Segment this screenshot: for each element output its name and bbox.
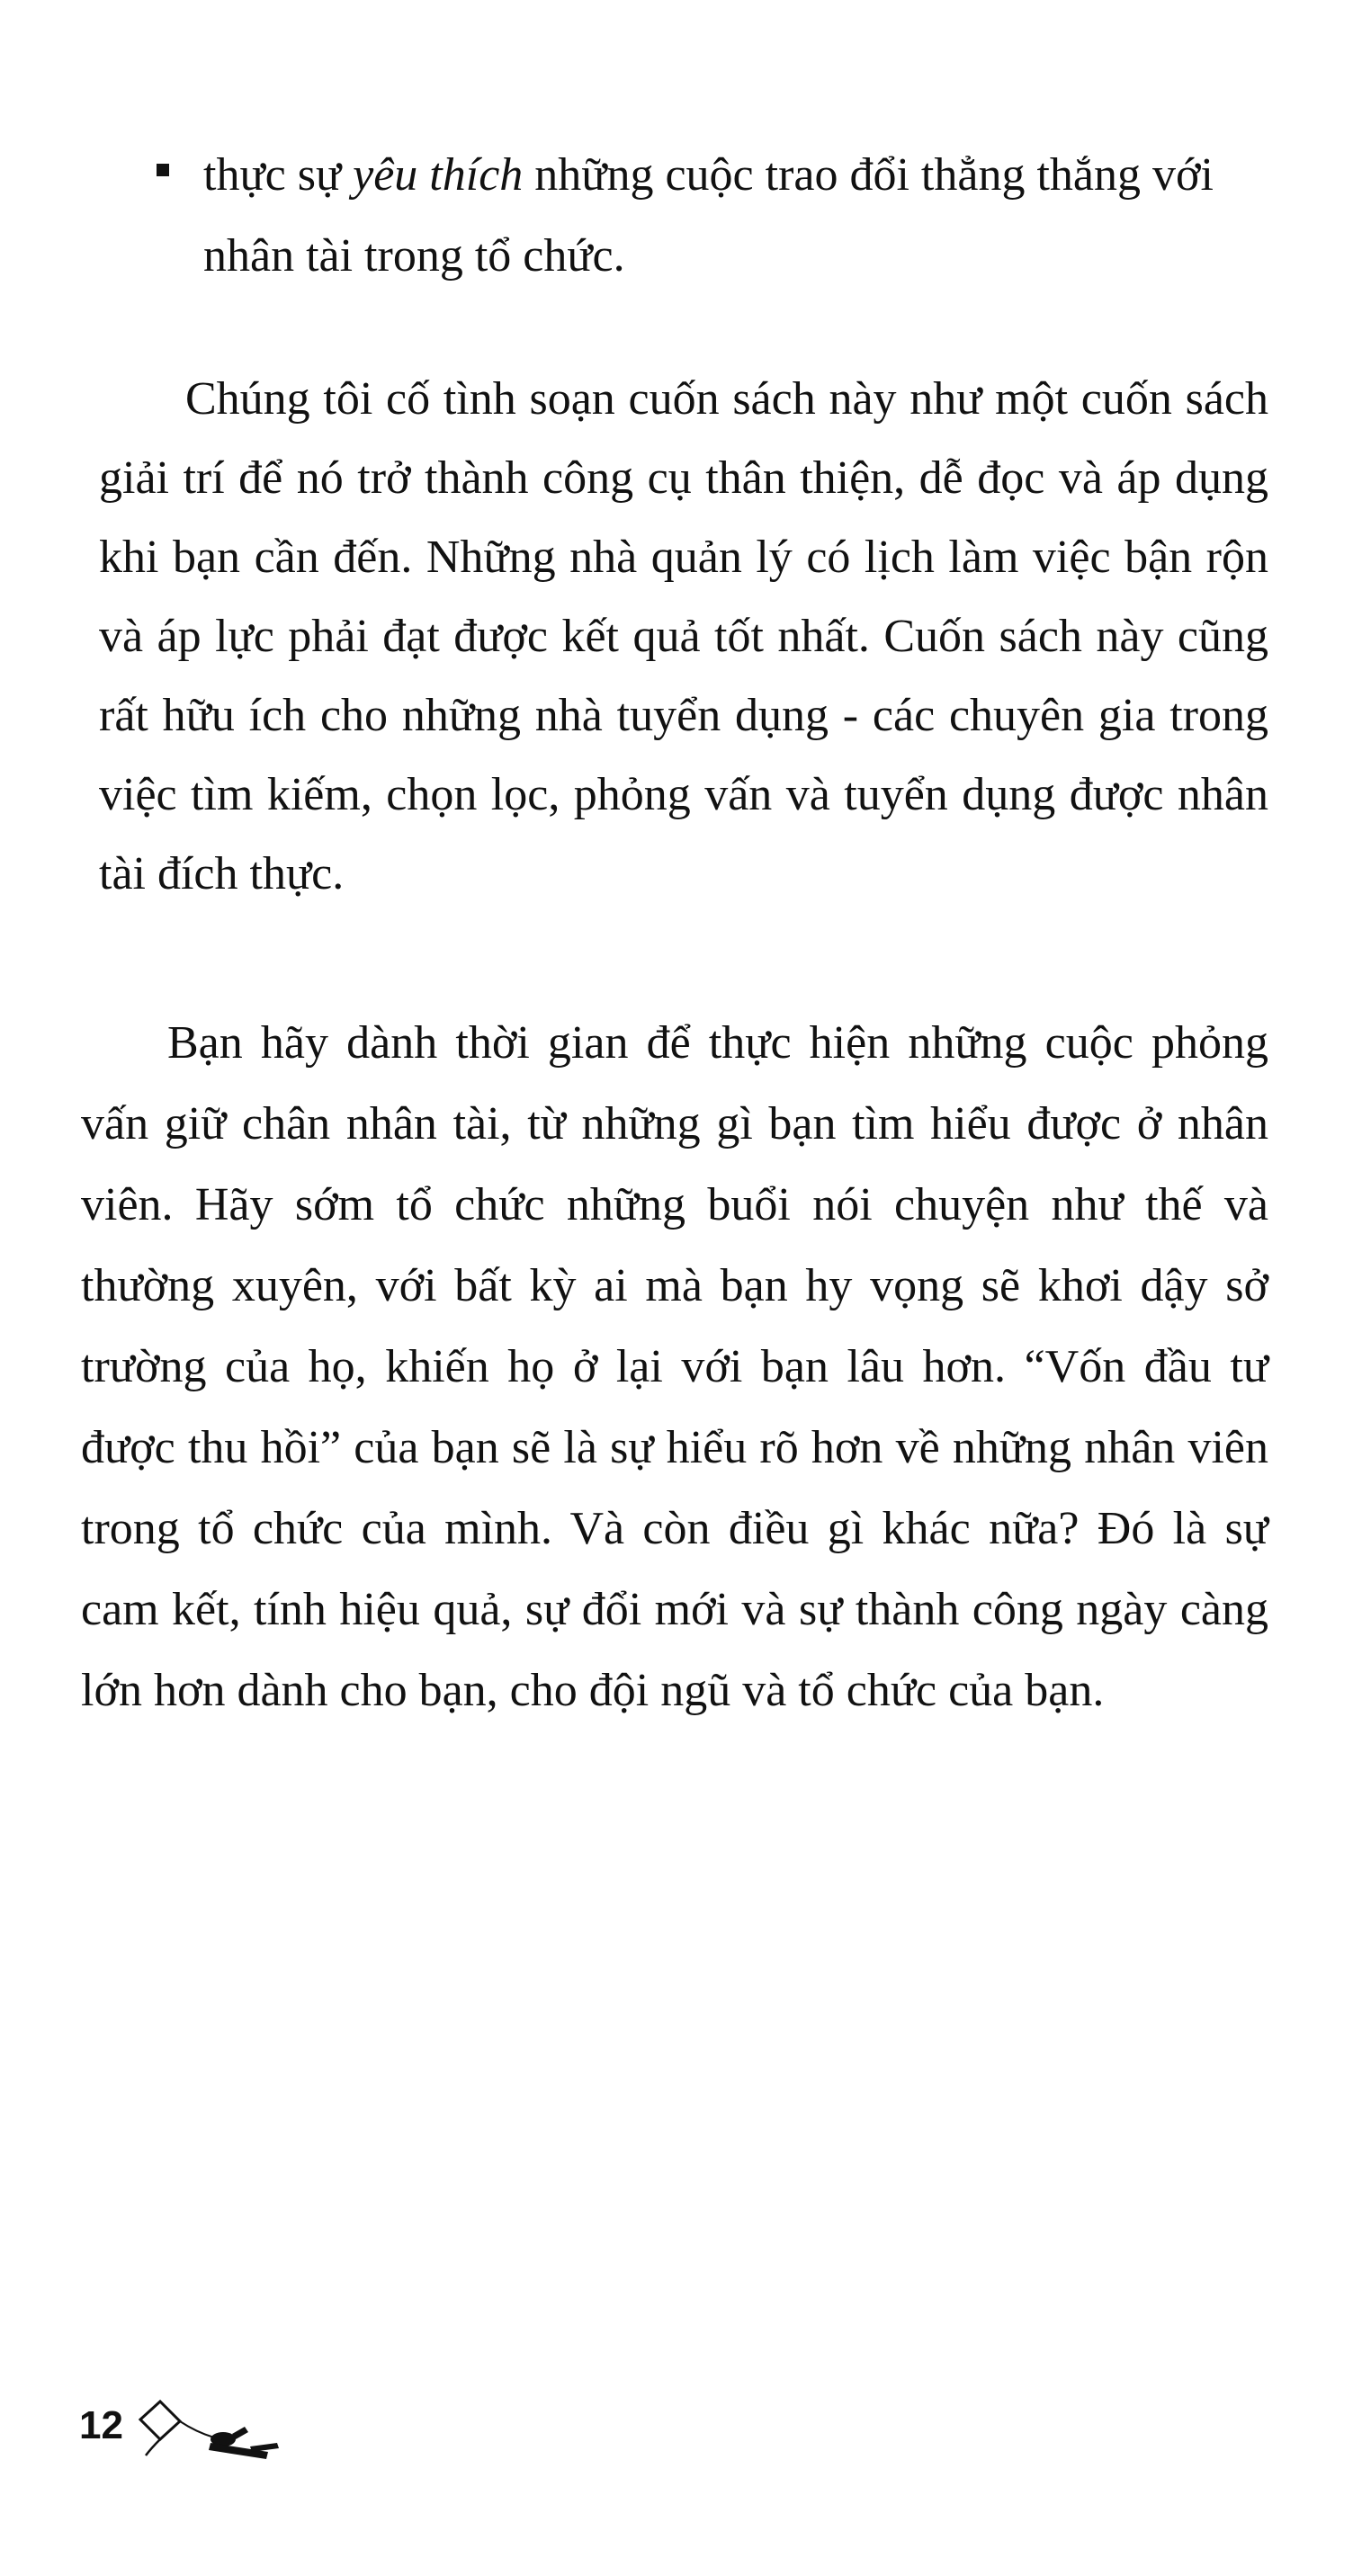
body-paragraph-2 (81, 1003, 1268, 1731)
bullet-text (203, 135, 1250, 297)
body-paragraph-1-text: Chúng tôi cố tình soạn cuốn sách này như một cuốn sách giải trí để nó trở thành công cụ thân thiện, dễ đọc và áp dụng khi bạn cần đến. Những nhà quản lý có lịch làm việc bận rộn và áp lực phải đạt được kết quả tốt nhất. Cuốn sách này cũng rất hữu ích cho những nhà tuyển dụng - các chuyên gia trong việc tìm kiếm, chọn lọc, phỏng vấn và tuyển dụng được nhân tài đích thực. (99, 373, 1268, 899)
page-footer (79, 2393, 313, 2464)
body-paragraph-1 (99, 360, 1268, 914)
bullet-marker-icon (157, 164, 169, 176)
page-number: 12 (79, 2403, 123, 2447)
bullet-text-emphasis: yêu thích (353, 149, 524, 201)
bullet-text-before: thực sự (203, 149, 354, 201)
bullet-text-after: những cuộc trao đổi thẳng thắng với nhân tài trong tổ chức. (203, 149, 1214, 282)
kite-flyer-ornament-icon (133, 2393, 313, 2464)
bullet-item (144, 135, 1250, 297)
body-paragraph-2-text: Bạn hãy dành thời gian để thực hiện những cuộc phỏng vấn giữ chân nhân tài, từ những gì bạn tìm hiểu được ở nhân viên. Hãy sớm tổ chức những buổi nói chuyện như thế và thường xuyên, với bất kỳ ai mà bạn hy vọng sẽ khơi dậy sở trường của họ, khiến họ ở lại với bạn lâu hơn. “Vốn đầu tư được thu hồi” của bạn sẽ là sự hiểu rõ hơn về những nhân viên trong tổ chức của mình. Và còn điều gì khác nữa? Đó là sự cam kết, tính hiệu quả, sự đổi mới và sự thành công ngày càng lớn hơn dành cho bạn, cho đội ngũ và tổ chức của bạn. (81, 1017, 1268, 1716)
